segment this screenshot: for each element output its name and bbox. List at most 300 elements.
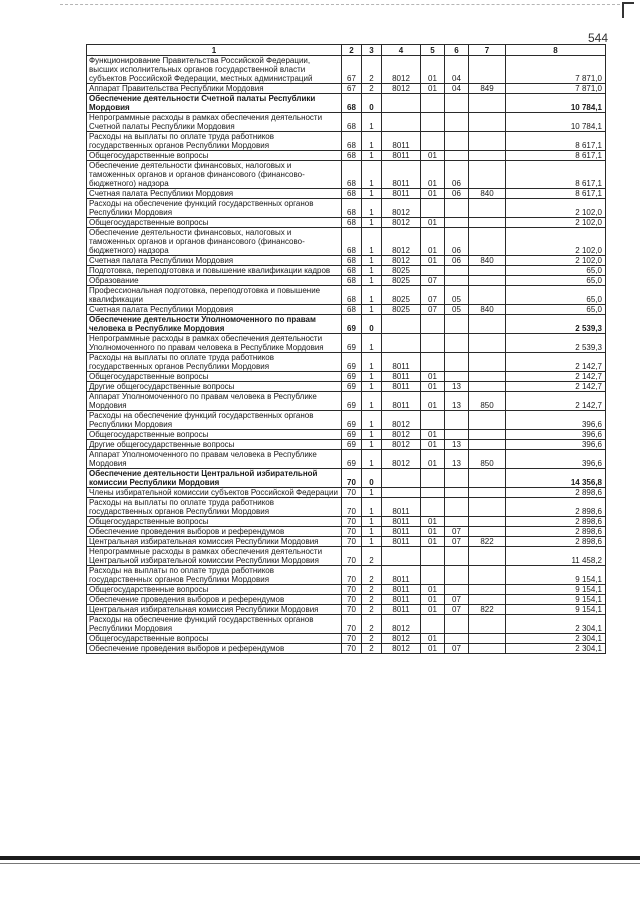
amount-cell: 2 539,3 — [506, 334, 606, 353]
subcode-cell: 1 — [362, 527, 382, 537]
amount-cell: 7 871,0 — [506, 56, 606, 84]
target-code-cell — [382, 488, 421, 498]
subcode-cell: 1 — [362, 189, 382, 199]
subsection-cell: 07 — [445, 605, 469, 615]
code-cell: 68 — [342, 189, 362, 199]
amount-cell: 65,0 — [506, 276, 606, 286]
section-cell: 01 — [421, 537, 445, 547]
subcode-cell: 1 — [362, 382, 382, 392]
dept-cell — [469, 218, 506, 228]
code-cell: 70 — [342, 644, 362, 654]
section-cell: 01 — [421, 256, 445, 266]
subsection-cell — [445, 469, 469, 488]
item-name-cell: Общегосударственные вопросы — [87, 517, 342, 527]
item-name-cell: Обеспечение деятельности финансовых, налоговых и таможенных органов и органов финансового (финансово-бюджетного) надзора — [87, 161, 342, 189]
table-body — [87, 56, 606, 654]
dept-cell — [469, 595, 506, 605]
item-name-cell: Непрограммные расходы в рамках обеспечения деятельности Уполномоченного по правам человека в Республике Мордовия — [87, 334, 342, 353]
subcode-cell: 2 — [362, 595, 382, 605]
amount-cell: 2 304,1 — [506, 634, 606, 644]
item-name-cell: Расходы на выплаты по оплате труда работников государственных органов Республики Мордовия — [87, 566, 342, 585]
code-cell: 70 — [342, 527, 362, 537]
target-code-cell — [382, 547, 421, 566]
table-row — [87, 286, 606, 305]
dept-cell — [469, 334, 506, 353]
item-name-cell: Обеспечение деятельности финансовых, налоговых и таможенных органов и органов финансового (финансово-бюджетного) надзора — [87, 228, 342, 256]
budget-table — [86, 44, 606, 654]
dept-cell: 850 — [469, 392, 506, 411]
item-name-cell: Счетная палата Республики Мордовия — [87, 189, 342, 199]
subcode-cell: 1 — [362, 488, 382, 498]
subsection-cell — [445, 585, 469, 595]
table-row — [87, 634, 606, 644]
table-row — [87, 392, 606, 411]
subcode-cell: 1 — [362, 353, 382, 372]
table-row — [87, 305, 606, 315]
item-name-cell: Общегосударственные вопросы — [87, 218, 342, 228]
section-cell: 01 — [421, 56, 445, 84]
dept-cell — [469, 440, 506, 450]
table-row — [87, 266, 606, 276]
subsection-cell — [445, 430, 469, 440]
subcode-cell: 1 — [362, 305, 382, 315]
subsection-cell: 13 — [445, 392, 469, 411]
header-cell: 6 — [445, 45, 469, 56]
target-code-cell: 8011 — [382, 537, 421, 547]
amount-cell: 2 898,6 — [506, 537, 606, 547]
section-cell — [421, 113, 445, 132]
section-cell: 01 — [421, 634, 445, 644]
target-code-cell: 8011 — [382, 517, 421, 527]
amount-cell: 2 102,0 — [506, 199, 606, 218]
amount-cell: 396,6 — [506, 430, 606, 440]
subcode-cell: 1 — [362, 517, 382, 527]
section-cell: 01 — [421, 151, 445, 161]
subcode-cell: 0 — [362, 469, 382, 488]
section-cell: 01 — [421, 218, 445, 228]
target-code-cell: 8011 — [382, 189, 421, 199]
amount-cell: 2 898,6 — [506, 517, 606, 527]
item-name-cell: Общегосударственные вопросы — [87, 372, 342, 382]
subsection-cell — [445, 498, 469, 517]
subsection-cell: 04 — [445, 84, 469, 94]
page-bottom-rule-thin — [0, 863, 640, 864]
amount-cell: 2 142,7 — [506, 382, 606, 392]
code-cell: 70 — [342, 498, 362, 517]
amount-cell: 8 617,1 — [506, 161, 606, 189]
target-code-cell: 8025 — [382, 286, 421, 305]
section-cell: 01 — [421, 84, 445, 94]
section-cell — [421, 132, 445, 151]
section-cell: 01 — [421, 430, 445, 440]
table-row — [87, 585, 606, 595]
scan-edge-line — [60, 4, 620, 5]
subcode-cell: 1 — [362, 199, 382, 218]
subsection-cell — [445, 372, 469, 382]
dept-cell — [469, 634, 506, 644]
header-cell: 4 — [382, 45, 421, 56]
section-cell — [421, 266, 445, 276]
amount-cell: 2 102,0 — [506, 218, 606, 228]
subcode-cell: 2 — [362, 56, 382, 84]
target-code-cell: 8011 — [382, 372, 421, 382]
dept-cell — [469, 430, 506, 440]
header-cell: 2 — [342, 45, 362, 56]
target-code-cell: 8012 — [382, 634, 421, 644]
subcode-cell: 1 — [362, 266, 382, 276]
table-row — [87, 56, 606, 84]
subcode-cell: 1 — [362, 151, 382, 161]
subcode-cell: 2 — [362, 644, 382, 654]
table-row — [87, 547, 606, 566]
dept-cell: 849 — [469, 84, 506, 94]
subsection-cell — [445, 132, 469, 151]
page-bottom-rule — [0, 856, 640, 860]
target-code-cell: 8012 — [382, 430, 421, 440]
subcode-cell: 2 — [362, 634, 382, 644]
code-cell: 68 — [342, 305, 362, 315]
code-cell: 70 — [342, 585, 362, 595]
code-cell: 70 — [342, 566, 362, 585]
header-cell: 1 — [87, 45, 342, 56]
item-name-cell: Обеспечение деятельности Центральной избирательной комиссии Республики Мордовия — [87, 469, 342, 488]
item-name-cell: Расходы на обеспечение функций государственных органов Республики Мордовия — [87, 199, 342, 218]
target-code-cell: 8011 — [382, 151, 421, 161]
table-row — [87, 537, 606, 547]
target-code-cell: 8011 — [382, 353, 421, 372]
section-cell: 07 — [421, 286, 445, 305]
item-name-cell: Расходы на выплаты по оплате труда работников государственных органов Республики Мордовия — [87, 353, 342, 372]
code-cell: 70 — [342, 634, 362, 644]
amount-cell: 8 617,1 — [506, 132, 606, 151]
target-code-cell: 8011 — [382, 161, 421, 189]
dept-cell — [469, 644, 506, 654]
code-cell: 68 — [342, 256, 362, 266]
table-row — [87, 517, 606, 527]
code-cell: 69 — [342, 315, 362, 334]
code-cell: 68 — [342, 266, 362, 276]
amount-cell: 9 154,1 — [506, 595, 606, 605]
code-cell: 68 — [342, 286, 362, 305]
subcode-cell: 1 — [362, 450, 382, 469]
dept-cell — [469, 585, 506, 595]
code-cell: 69 — [342, 450, 362, 469]
dept-cell: 822 — [469, 537, 506, 547]
amount-cell: 9 154,1 — [506, 605, 606, 615]
code-cell: 68 — [342, 132, 362, 151]
item-name-cell: Аппарат Правительства Республики Мордовия — [87, 84, 342, 94]
table-row — [87, 498, 606, 517]
subsection-cell: 06 — [445, 256, 469, 266]
section-cell: 01 — [421, 595, 445, 605]
table-row — [87, 218, 606, 228]
section-cell: 01 — [421, 585, 445, 595]
target-code-cell: 8011 — [382, 566, 421, 585]
dept-cell — [469, 372, 506, 382]
amount-cell: 396,6 — [506, 440, 606, 450]
item-name-cell: Счетная палата Республики Мордовия — [87, 256, 342, 266]
subcode-cell: 2 — [362, 566, 382, 585]
subsection-cell: 13 — [445, 450, 469, 469]
subsection-cell: 06 — [445, 228, 469, 256]
table-row — [87, 372, 606, 382]
table-row — [87, 199, 606, 218]
target-code-cell: 8012 — [382, 218, 421, 228]
code-cell: 67 — [342, 84, 362, 94]
code-cell: 70 — [342, 517, 362, 527]
code-cell: 70 — [342, 615, 362, 634]
item-name-cell: Подготовка, переподготовка и повышение квалификации кадров — [87, 266, 342, 276]
amount-cell: 2 898,6 — [506, 498, 606, 517]
item-name-cell: Расходы на обеспечение функций государственных органов Республики Мордовия — [87, 615, 342, 634]
table-row — [87, 411, 606, 430]
table-row — [87, 644, 606, 654]
table-row — [87, 84, 606, 94]
dept-cell — [469, 498, 506, 517]
header-cell: 3 — [362, 45, 382, 56]
item-name-cell: Центральная избирательная комиссия Республики Мордовия — [87, 537, 342, 547]
header-cell: 8 — [506, 45, 606, 56]
table-row — [87, 94, 606, 113]
subsection-cell — [445, 276, 469, 286]
item-name-cell: Обеспечение деятельности Уполномоченного по правам человека в Республике Мордовия — [87, 315, 342, 334]
item-name-cell: Центральная избирательная комиссия Республики Мордовия — [87, 605, 342, 615]
table-header-row — [87, 45, 606, 56]
table-row — [87, 334, 606, 353]
item-name-cell: Общегосударственные вопросы — [87, 585, 342, 595]
section-cell: 07 — [421, 305, 445, 315]
subsection-cell — [445, 334, 469, 353]
table-row — [87, 527, 606, 537]
dept-cell — [469, 566, 506, 585]
page-number: 544 — [587, 31, 608, 45]
code-cell: 70 — [342, 595, 362, 605]
subsection-cell: 04 — [445, 56, 469, 84]
section-cell — [421, 488, 445, 498]
section-cell — [421, 547, 445, 566]
subsection-cell: 07 — [445, 527, 469, 537]
dept-cell — [469, 315, 506, 334]
amount-cell: 2 102,0 — [506, 256, 606, 266]
amount-cell: 396,6 — [506, 411, 606, 430]
amount-cell: 2 539,3 — [506, 315, 606, 334]
section-cell: 01 — [421, 382, 445, 392]
amount-cell: 10 784,1 — [506, 94, 606, 113]
amount-cell: 65,0 — [506, 266, 606, 276]
item-name-cell: Обеспечение деятельности Счетной палаты Республики Мордовия — [87, 94, 342, 113]
table-row — [87, 595, 606, 605]
section-cell — [421, 334, 445, 353]
item-name-cell: Члены избирательной комиссии субъектов Российской Федерации — [87, 488, 342, 498]
subcode-cell: 1 — [362, 161, 382, 189]
subcode-cell: 0 — [362, 315, 382, 334]
section-cell: 01 — [421, 605, 445, 615]
subsection-cell — [445, 353, 469, 372]
table-row — [87, 615, 606, 634]
target-code-cell: 8011 — [382, 527, 421, 537]
target-code-cell — [382, 113, 421, 132]
subcode-cell: 0 — [362, 94, 382, 113]
table-row — [87, 151, 606, 161]
table-row — [87, 566, 606, 585]
dept-cell — [469, 382, 506, 392]
dept-cell — [469, 527, 506, 537]
target-code-cell: 8011 — [382, 498, 421, 517]
dept-cell — [469, 488, 506, 498]
amount-cell: 10 784,1 — [506, 113, 606, 132]
subsection-cell: 05 — [445, 305, 469, 315]
table-row — [87, 113, 606, 132]
dept-cell — [469, 113, 506, 132]
section-cell: 01 — [421, 228, 445, 256]
subcode-cell: 1 — [362, 430, 382, 440]
amount-cell: 2 142,7 — [506, 353, 606, 372]
subsection-cell: 07 — [445, 537, 469, 547]
subcode-cell: 1 — [362, 537, 382, 547]
subcode-cell: 1 — [362, 256, 382, 266]
target-code-cell: 8012 — [382, 256, 421, 266]
table-row — [87, 256, 606, 266]
item-name-cell: Общегосударственные вопросы — [87, 151, 342, 161]
table-row — [87, 228, 606, 256]
subsection-cell — [445, 151, 469, 161]
table-row — [87, 605, 606, 615]
item-name-cell: Обеспечение проведения выборов и референдумов — [87, 644, 342, 654]
target-code-cell: 8025 — [382, 276, 421, 286]
dept-cell — [469, 151, 506, 161]
item-name-cell: Аппарат Уполномоченного по правам человека в Республике Мордовия — [87, 450, 342, 469]
subsection-cell: 06 — [445, 161, 469, 189]
amount-cell: 65,0 — [506, 305, 606, 315]
section-cell — [421, 469, 445, 488]
section-cell — [421, 315, 445, 334]
item-name-cell: Счетная палата Республики Мордовия — [87, 305, 342, 315]
section-cell — [421, 498, 445, 517]
target-code-cell: 8011 — [382, 595, 421, 605]
code-cell: 69 — [342, 430, 362, 440]
subcode-cell: 1 — [362, 113, 382, 132]
amount-cell: 8 617,1 — [506, 151, 606, 161]
amount-cell: 11 458,2 — [506, 547, 606, 566]
section-cell — [421, 411, 445, 430]
dept-cell: 850 — [469, 450, 506, 469]
item-name-cell: Непрограммные расходы в рамках обеспечения деятельности Счетной палаты Республики Мордовия — [87, 113, 342, 132]
section-cell: 01 — [421, 527, 445, 537]
subsection-cell — [445, 488, 469, 498]
dept-cell — [469, 547, 506, 566]
section-cell: 01 — [421, 517, 445, 527]
dept-cell — [469, 228, 506, 256]
subcode-cell: 1 — [362, 372, 382, 382]
section-cell — [421, 566, 445, 585]
amount-cell: 8 617,1 — [506, 189, 606, 199]
dept-cell — [469, 199, 506, 218]
dept-cell: 822 — [469, 605, 506, 615]
code-cell: 70 — [342, 547, 362, 566]
table-row — [87, 353, 606, 372]
subsection-cell — [445, 94, 469, 113]
subsection-cell — [445, 634, 469, 644]
item-name-cell: Аппарат Уполномоченного по правам человека в Республике Мордовия — [87, 392, 342, 411]
subsection-cell — [445, 218, 469, 228]
item-name-cell: Другие общегосударственные вопросы — [87, 382, 342, 392]
target-code-cell: 8011 — [382, 605, 421, 615]
subcode-cell: 1 — [362, 440, 382, 450]
target-code-cell: 8011 — [382, 392, 421, 411]
subsection-cell — [445, 266, 469, 276]
table-row — [87, 132, 606, 151]
section-cell: 01 — [421, 372, 445, 382]
subcode-cell: 2 — [362, 615, 382, 634]
table-row — [87, 315, 606, 334]
corner-crop-mark — [622, 2, 634, 18]
code-cell: 69 — [342, 440, 362, 450]
subsection-cell: 13 — [445, 440, 469, 450]
amount-cell: 2 304,1 — [506, 615, 606, 634]
target-code-cell — [382, 469, 421, 488]
section-cell: 01 — [421, 450, 445, 469]
section-cell — [421, 615, 445, 634]
amount-cell: 2 304,1 — [506, 644, 606, 654]
subsection-cell — [445, 517, 469, 527]
dept-cell — [469, 276, 506, 286]
code-cell: 70 — [342, 605, 362, 615]
code-cell: 68 — [342, 199, 362, 218]
item-name-cell: Обеспечение проведения выборов и референдумов — [87, 527, 342, 537]
item-name-cell: Функционирование Правительства Российской Федерации, высших исполнительных органов государственной власти субъектов Российской Федерации, местных администраций — [87, 56, 342, 84]
dept-cell: 840 — [469, 189, 506, 199]
item-name-cell: Обеспечение проведения выборов и референдумов — [87, 595, 342, 605]
target-code-cell: 8011 — [382, 132, 421, 151]
table-row — [87, 430, 606, 440]
item-name-cell: Расходы на выплаты по оплате труда работников государственных органов Республики Мордовия — [87, 498, 342, 517]
table-row — [87, 450, 606, 469]
section-cell: 01 — [421, 161, 445, 189]
amount-cell: 2 898,6 — [506, 527, 606, 537]
header-cell: 5 — [421, 45, 445, 56]
code-cell: 69 — [342, 353, 362, 372]
target-code-cell: 8025 — [382, 266, 421, 276]
section-cell: 01 — [421, 392, 445, 411]
target-code-cell: 8011 — [382, 585, 421, 595]
dept-cell: 840 — [469, 256, 506, 266]
subcode-cell: 1 — [362, 498, 382, 517]
subcode-cell: 2 — [362, 84, 382, 94]
subsection-cell — [445, 615, 469, 634]
target-code-cell: 8012 — [382, 199, 421, 218]
dept-cell — [469, 132, 506, 151]
amount-cell: 2 102,0 — [506, 228, 606, 256]
subcode-cell: 1 — [362, 218, 382, 228]
section-cell: 07 — [421, 276, 445, 286]
code-cell: 70 — [342, 488, 362, 498]
item-name-cell: Непрограммные расходы в рамках обеспечения деятельности Центральной избирательной комиссии Республики Мордовия — [87, 547, 342, 566]
item-name-cell: Расходы на обеспечение функций государственных органов Республики Мордовия — [87, 411, 342, 430]
dept-cell — [469, 94, 506, 113]
dept-cell — [469, 615, 506, 634]
dept-cell — [469, 469, 506, 488]
subsection-cell — [445, 315, 469, 334]
amount-cell: 9 154,1 — [506, 566, 606, 585]
dept-cell — [469, 286, 506, 305]
amount-cell: 65,0 — [506, 286, 606, 305]
code-cell: 68 — [342, 276, 362, 286]
item-name-cell: Расходы на выплаты по оплате труда работников государственных органов Республики Мордовия — [87, 132, 342, 151]
subsection-cell: 05 — [445, 286, 469, 305]
target-code-cell: 8012 — [382, 56, 421, 84]
section-cell — [421, 199, 445, 218]
subsection-cell — [445, 566, 469, 585]
